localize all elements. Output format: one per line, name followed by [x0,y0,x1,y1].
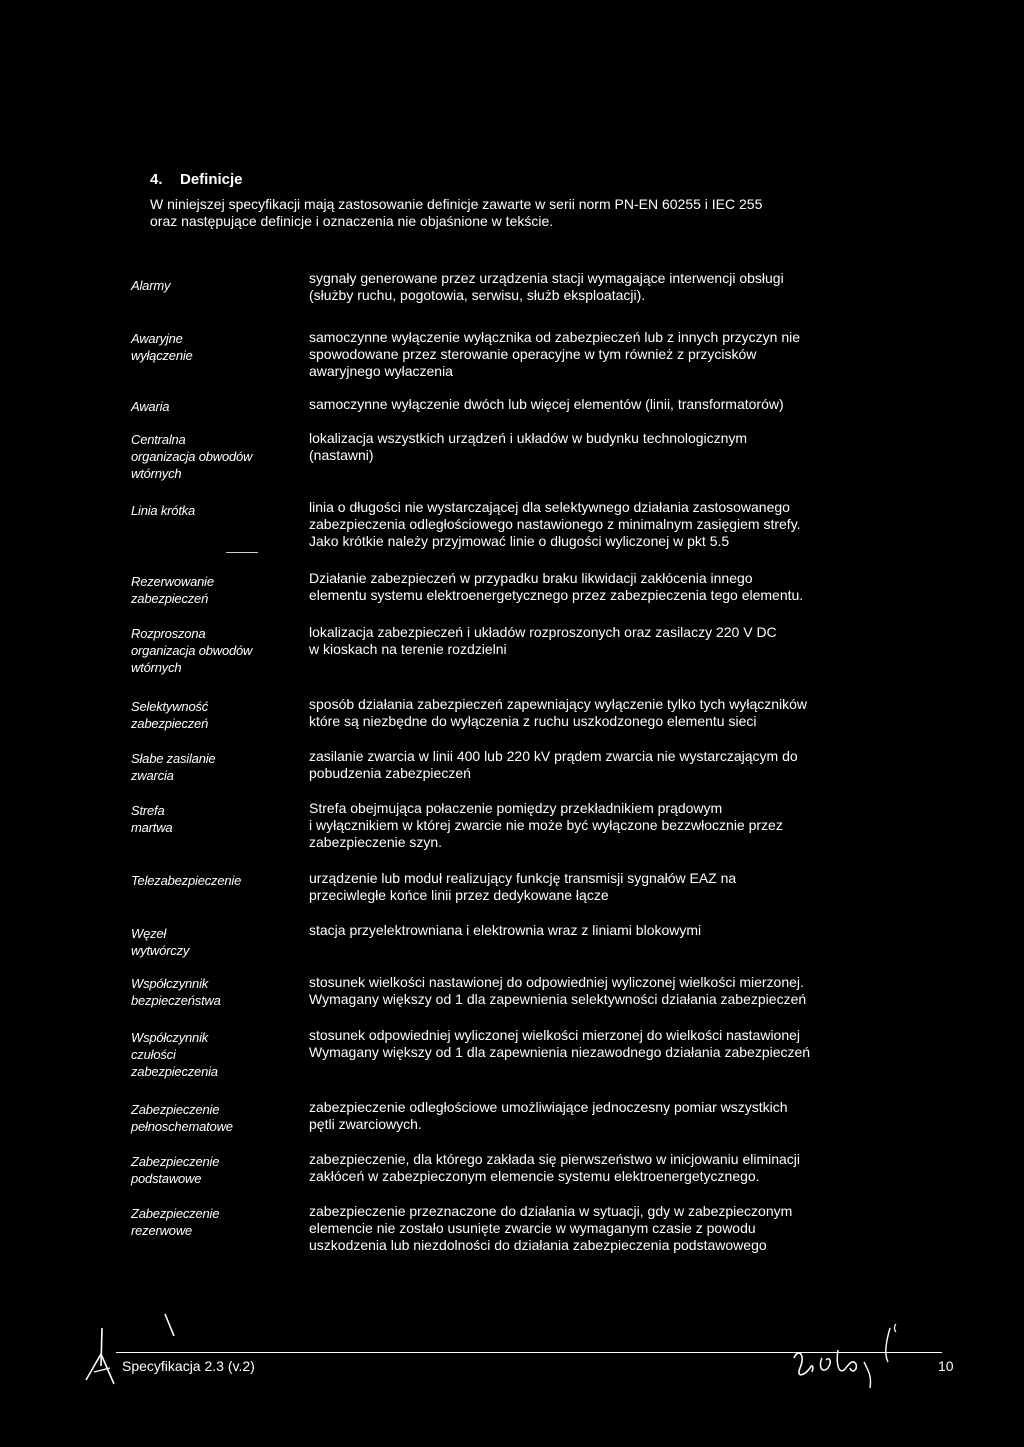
definition-zabezpieczenie-pelnoschematowe [309,1099,909,1133]
term-line: zabezpieczenia [131,1064,218,1079]
term-line: Współczynnik [131,1030,209,1045]
term-line: Zabezpieczenie [131,1206,220,1221]
definition-line: Strefa obejmująca połaczenie pomiędzy przekładnikiem prądowym [309,800,723,816]
intro-line: oraz następujące definicje i oznaczenia nie objaśnione w tekście. [150,213,554,229]
term-rezerwowanie [131,573,291,607]
definition-line: sposób działania zabezpieczeń zapewniający wyłączenie tylko tych wyłączników [309,696,808,712]
definition-line: stosunek wielkości nastawionej do odpowiedniej wyliczonej wielkości mierzonej. [309,974,804,990]
definition-line: zabezpieczenie odległościowe umożliwiające jednoczesny pomiar wszystkich [309,1099,788,1115]
term-slabe-zasilanie [131,750,291,784]
term-centralna-organizacja [131,431,291,482]
definition-line: i wyłącznikiem w której zwarcie nie może być wyłączone bezzwłocznie przez [309,817,783,833]
definition-line: zasilanie zwarcia w linii 400 lub 220 kV prądem zwarcia nie wystarczającym do [309,748,798,764]
definition-line: samoczynne wyłączenie dwóch lub więcej elementów (linii, transformatorów) [309,396,784,412]
intro-paragraph [150,196,920,230]
definition-line: uszkodzenia lub niezdolności do działania zabezpieczenia podstawowego [309,1237,767,1253]
handwritten-signature [786,1318,926,1408]
term-alarmy [131,277,291,294]
definition-line: zakłóceń w zabezpieczonym elemencie systemu elektroenergetycznego. [309,1168,760,1184]
term-line: Alarmy [131,278,171,293]
term-line: Strefa [131,803,165,818]
term-line: organizacja obwodów [131,643,253,658]
term-line: organizacja obwodów [131,449,253,464]
definition-line: Wymagany większy od 1 dla zapewnienia niezawodnego działania zabezpieczeń [309,1044,811,1060]
term-awaria [131,398,291,415]
term-zabezpieczenie-pelnoschematowe [131,1101,291,1135]
section-number: 4. [150,171,163,188]
term-line: martwa [131,820,173,835]
definition-centralna-organizacja [309,430,909,464]
definition-line: elemencie nie zostało usunięte zwarcie w wymaganym czasie z powodu [309,1220,756,1236]
page-number: 10 [938,1358,954,1374]
term-line: Słabe zasilanie [131,751,216,766]
definition-line: linia o długości nie wystarczającej dla selektywnego działania zastosowanego [309,499,790,515]
term-line: czułości [131,1047,176,1062]
definition-line: sygnały generowane przez urządzenia stacji wymagające interwencji obsługi [309,270,784,286]
definition-rezerwowanie [309,570,909,604]
definition-line: pętli zwarciowych. [309,1116,422,1132]
definition-zabezpieczenie-rezerwowe [309,1203,909,1254]
term-line: bezpieczeństwa [131,993,221,1008]
term-line: Awaria [131,399,170,414]
term-line: pełnoschematowe [131,1119,233,1134]
definition-slabe-zasilanie [309,748,909,782]
definition-line: Wymagany większy od 1 dla zapewnienia selektywności działania zabezpieczeń [309,991,807,1007]
term-awaryjne-wylaczenie [131,330,291,364]
definition-alarmy [309,270,909,304]
definition-wspolczynnik-czulosci [309,1027,909,1061]
definition-wspolczynnik-bezpieczenstwa [309,974,909,1008]
term-line: zwarcia [131,768,174,783]
term-line: zabezpieczeń [131,591,209,606]
term-wspolczynnik-bezpieczenstwa [131,975,291,1009]
definition-line: zabezpieczenie, dla którego zakłada się pierwszeństwo w inicjowaniu eliminacji [309,1151,801,1167]
initials-mark [80,1322,120,1394]
definition-line: w kioskach na terenie rozdzielni [309,641,507,657]
definition-line: spowodowane przez sterowanie operacyjne w tym również z przycisków [309,346,757,362]
term-wspolczynnik-czulosci [131,1029,291,1080]
definition-line: pobudzenia zabezpieczeń [309,765,471,781]
term-zabezpieczenie-podstawowe [131,1153,291,1187]
term-selektywnosc [131,698,291,732]
tick-mark [160,1310,182,1340]
term-strefa-martwa [131,802,291,836]
intro-line: W niniejszej specyfikacji mają zastosowanie definicje zawarte w serii norm PN-EN 60255 i IEC 255 [150,196,763,212]
term-line: wtórnych [131,660,182,675]
definition-line: urządzenie lub moduł realizujący funkcję transmisji sygnałów EAZ na [309,870,737,886]
definition-line: Jako krótkie należy przyjmować linie o długości wyliczonej w pkt 5.5 [309,533,730,549]
term-telezabezpieczenie [131,872,291,889]
term-line: Zabezpieczenie [131,1154,220,1169]
definition-selektywnosc [309,696,909,730]
term-line: Węzeł [131,926,167,941]
definition-line: zabezpieczenie szyn. [309,834,443,850]
term-line: Rozproszona [131,626,206,641]
definition-awaria [309,396,909,413]
definition-wezel-wytworczy [309,922,909,939]
definition-line: samoczynne wyłączenie wyłącznika od zabezpieczeń lub z innych przyczyn nie [309,329,801,345]
term-line: Centralna [131,432,186,447]
term-line: Współczynnik [131,976,209,991]
definition-telezabezpieczenie [309,870,909,904]
term-line: wtórnych [131,466,182,481]
footer-title: Specyfikacja 2.3 (v.2) [122,1358,255,1374]
short-rule [226,552,258,553]
term-line: podstawowe [131,1171,202,1186]
term-wezel-wytworczy [131,925,291,959]
definition-line: lokalizacja wszystkich urządzeń i układów w budynku technologicznym [309,430,748,446]
definition-linia-krotka [309,499,909,550]
definition-line: stacja przyelektrowniana i elektrownia wraz z liniami blokowymi [309,922,702,938]
definition-zabezpieczenie-podstawowe [309,1151,909,1185]
definition-line: zabezpieczenie przeznaczone do działania w sytuacji, gdy w zabezpieczonym [309,1203,793,1219]
section-heading [150,171,243,188]
definition-line: przeciwległe końce linii przez dedykowane łącze [309,887,609,903]
term-line: zabezpieczeń [131,716,209,731]
term-rozproszona-organizacja [131,625,291,676]
section-title: Definicje [180,171,243,188]
term-line: rezerwowe [131,1223,193,1238]
definition-line: zabezpieczenia odległościowego nastawionego z minimalnym zasięgiem strefy. [309,516,801,532]
definition-line: lokalizacja zabezpieczeń i układów rozproszonych oraz zasilaczy 220 V DC [309,624,777,640]
term-line: Selektywność [131,699,209,714]
definition-line: stosunek odpowiedniej wyliczonej wielkości mierzonej do wielkości nastawionej [309,1027,801,1043]
definition-strefa-martwa [309,800,909,851]
definition-awaryjne-wylaczenie [309,329,909,380]
term-line: Zabezpieczenie [131,1102,220,1117]
term-line: wyłączenie [131,348,193,363]
term-line: Linia krótka [131,503,196,518]
term-zabezpieczenie-rezerwowe [131,1205,291,1239]
term-line: Telezabezpieczenie [131,873,242,888]
definition-rozproszona-organizacja [309,624,909,658]
definition-line: (nastawni) [309,447,374,463]
definition-line: awaryjnego wyłaczenia [309,363,453,379]
term-linia-krotka [131,502,291,519]
definition-line: (służby ruchu, pogotowia, serwisu, służb eksploatacji). [309,287,646,303]
definition-line: Działanie zabezpieczeń w przypadku braku likwidacji zakłócenia innego [309,570,753,586]
term-line: Awaryjne [131,331,183,346]
definition-line: elementu systemu elektroenergetycznego przez zabezpieczenia tego elementu. [309,587,804,603]
term-line: wytwórczy [131,943,190,958]
definition-line: które są niezbędne do wyłączenia z ruchu uszkodzonego elementu sieci [309,713,757,729]
term-line: Rezerwowanie [131,574,214,589]
